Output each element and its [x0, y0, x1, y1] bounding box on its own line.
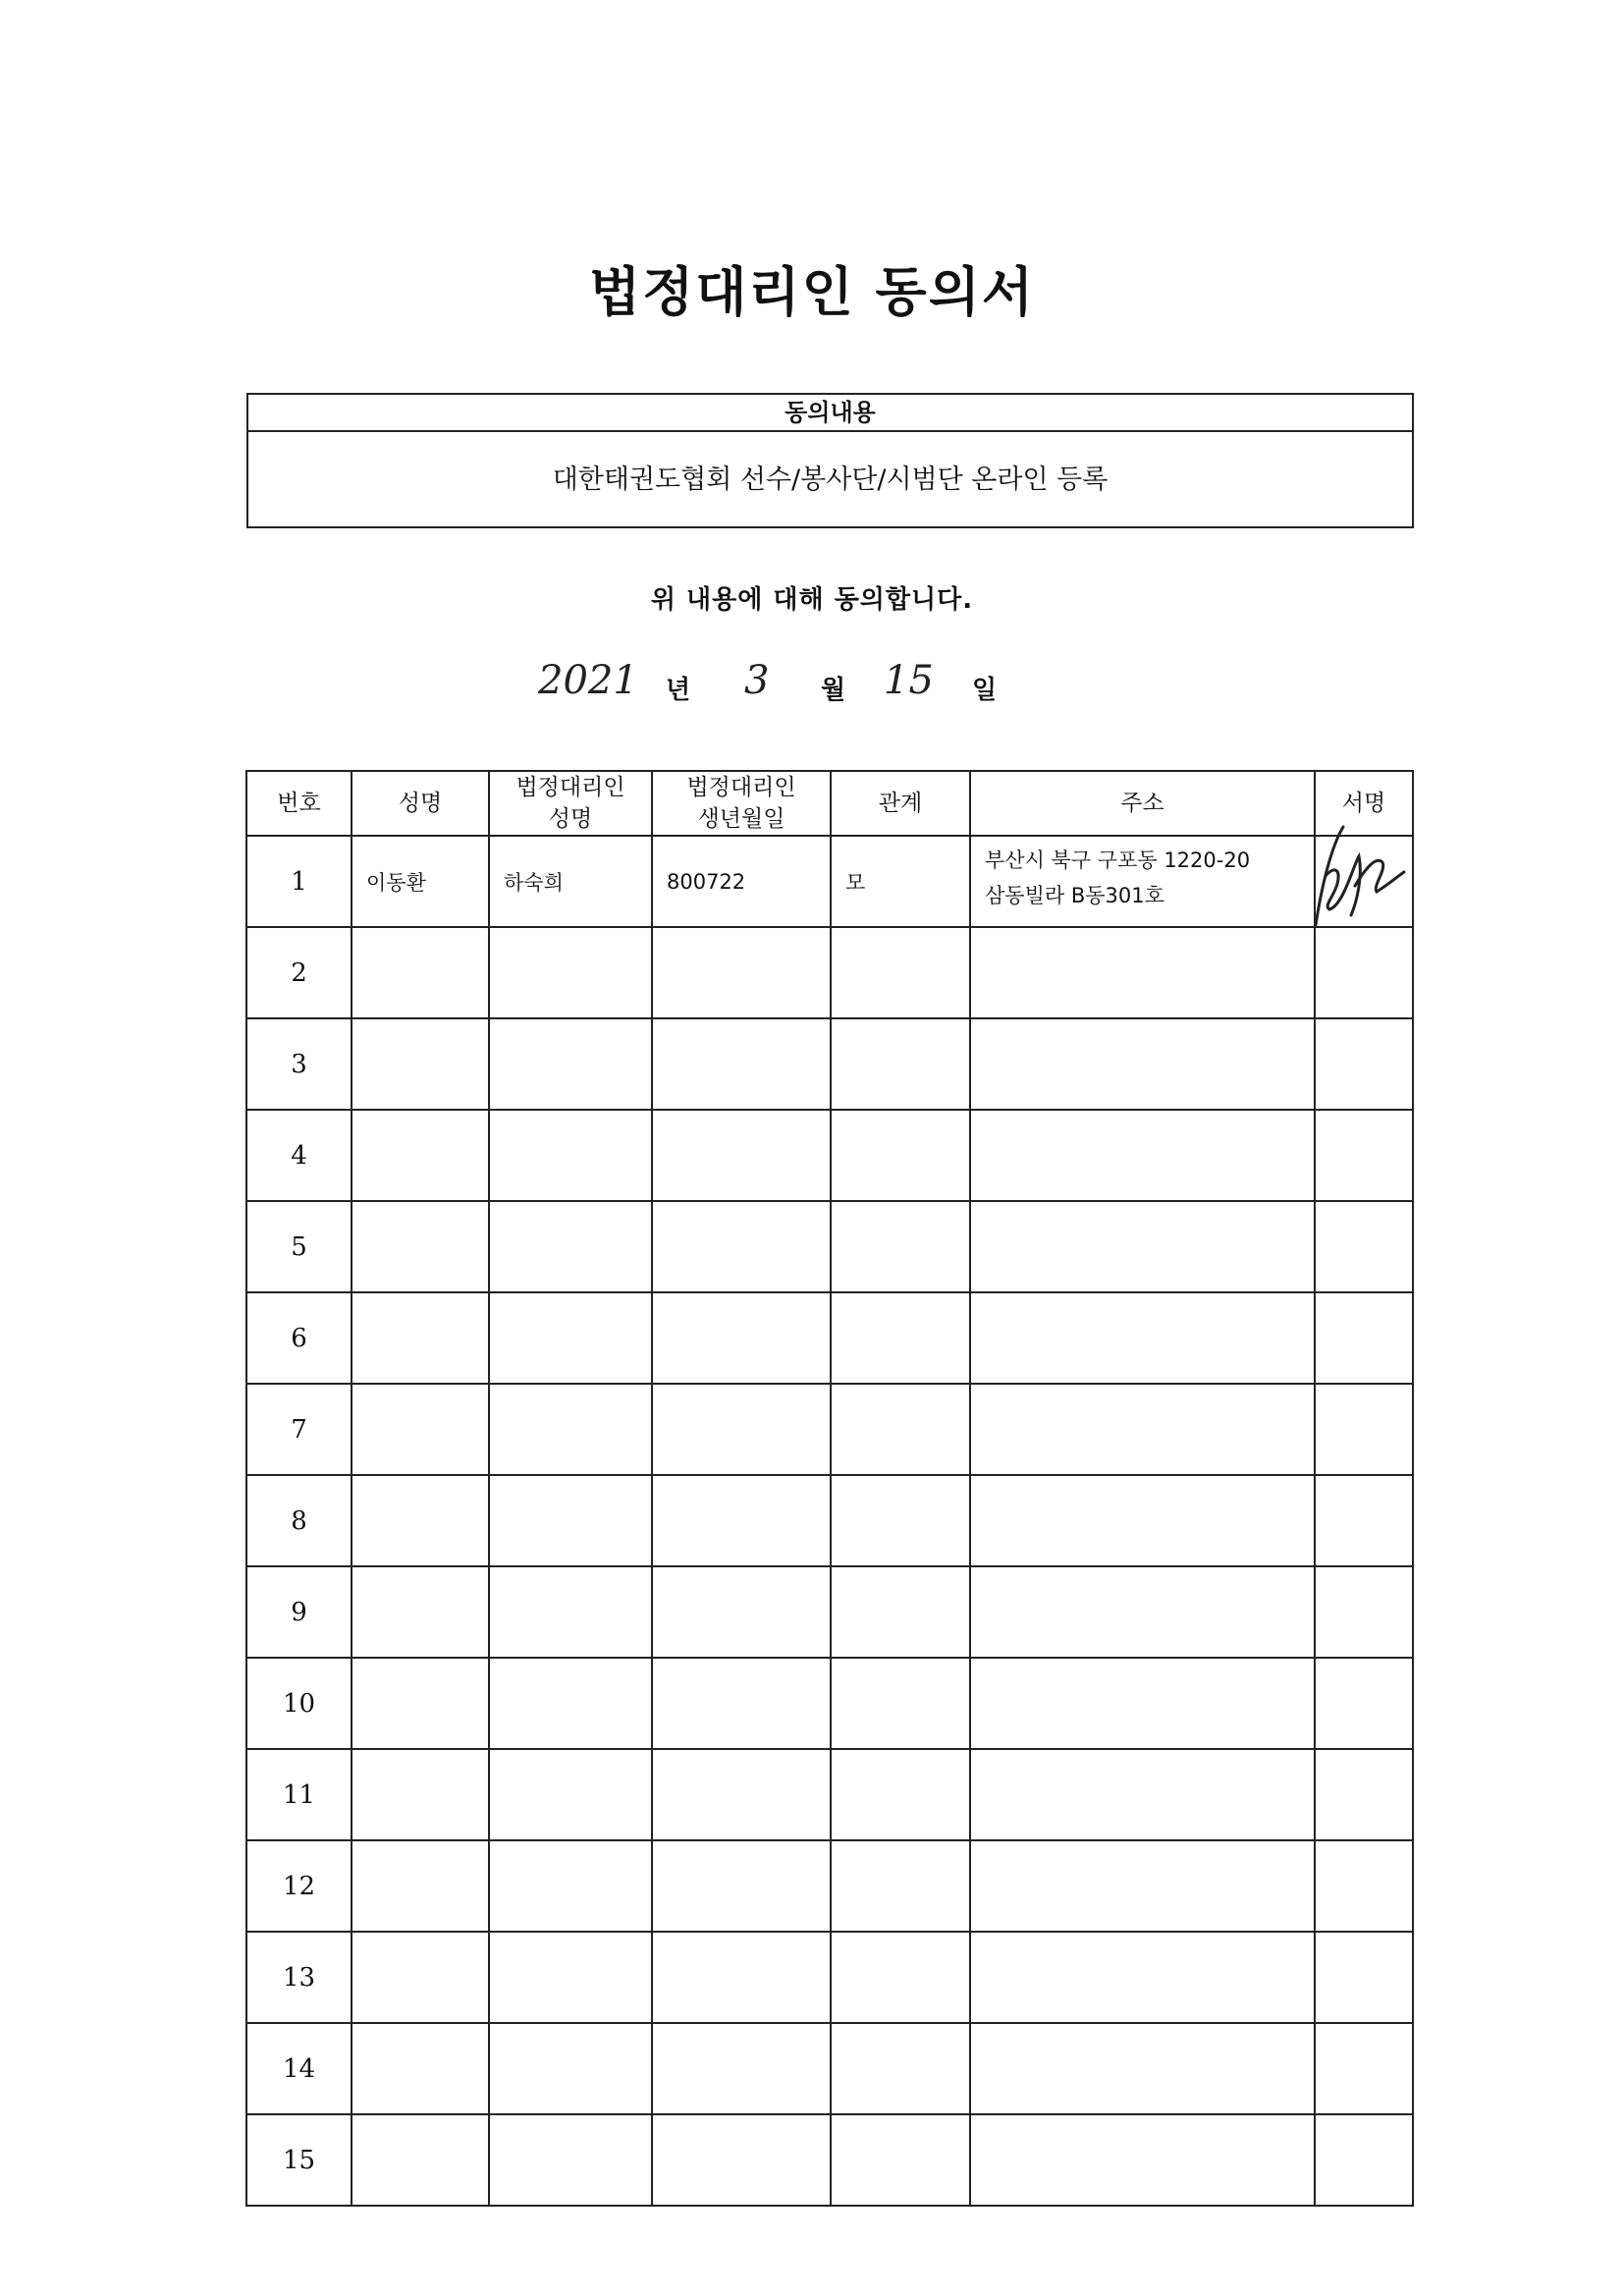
cell-guardian-birth	[652, 1475, 831, 1566]
cell-address	[970, 927, 1315, 1018]
cell-guardian-birth	[652, 2114, 831, 2206]
cell-no: 15	[246, 2114, 352, 2206]
cell-guardian-birth	[652, 1658, 831, 1749]
cell-signature	[1315, 2023, 1413, 2114]
cell-relation	[831, 1840, 970, 1932]
cell-signature	[1315, 1201, 1413, 1292]
table-body	[246, 836, 1413, 2206]
cell-name	[352, 1658, 489, 1749]
table-row	[246, 2023, 1413, 2114]
cell-no: 10	[246, 1658, 352, 1749]
cell-no: 7	[246, 1384, 352, 1475]
cell-signature	[1315, 1566, 1413, 1658]
cell-name	[352, 1384, 489, 1475]
cell-name	[352, 2023, 489, 2114]
cell-guardian-birth	[652, 927, 831, 1018]
date-year-unit: 년	[666, 676, 691, 705]
table-row	[246, 1566, 1413, 1658]
cell-address	[970, 1292, 1315, 1384]
cell-no: 14	[246, 2023, 352, 2114]
cell-name	[352, 927, 489, 1018]
cell-name	[352, 1110, 489, 1201]
cell-name	[352, 1840, 489, 1932]
table-row	[246, 1932, 1413, 2023]
agree-statement: 위 내용에 대해 동의합니다.	[650, 585, 974, 615]
cell-relation: 모	[831, 836, 970, 927]
cell-guardian-birth	[652, 1201, 831, 1292]
cell-address	[970, 1201, 1315, 1292]
cell-no: 8	[246, 1475, 352, 1566]
cell-guardian-birth	[652, 1110, 831, 1201]
table-row	[246, 836, 1413, 927]
cell-no: 13	[246, 1932, 352, 2023]
cell-name	[352, 1201, 489, 1292]
cell-guardian-name	[489, 1384, 652, 1475]
cell-guardian-name	[489, 1292, 652, 1384]
cell-no: 5	[246, 1201, 352, 1292]
header-guardian-name-line2: 성명	[548, 806, 593, 832]
header-address: 주소	[970, 771, 1315, 836]
cell-relation	[831, 1658, 970, 1749]
document-title: 법정대리인 동의서	[588, 261, 1036, 323]
cell-name	[352, 1292, 489, 1384]
cell-name: 이동환	[352, 836, 489, 927]
cell-no: 12	[246, 1840, 352, 1932]
date-month-unit: 월	[821, 676, 846, 705]
cell-relation	[831, 1566, 970, 1658]
table-row	[246, 1018, 1413, 1110]
cell-name	[352, 1475, 489, 1566]
cell-signature	[1315, 1475, 1413, 1566]
cell-address	[970, 1110, 1315, 1201]
cell-signature	[1315, 2114, 1413, 2206]
table-row	[246, 1840, 1413, 1932]
cell-relation	[831, 1749, 970, 1840]
cell-address	[970, 1475, 1315, 1566]
cell-guardian-birth	[652, 1932, 831, 2023]
cell-relation	[831, 1932, 970, 2023]
header-relation: 관계	[831, 771, 970, 836]
consent-heading: 동의내용	[248, 395, 1412, 432]
cell-signature	[1315, 836, 1413, 927]
cell-address	[970, 836, 1315, 927]
cell-signature	[1315, 927, 1413, 1018]
cell-guardian-name	[489, 1749, 652, 1840]
cell-guardian-name	[489, 1110, 652, 1201]
cell-no: 1	[246, 836, 352, 927]
cell-guardian-birth	[652, 1384, 831, 1475]
cell-guardian-birth	[652, 1749, 831, 1840]
date-day-unit: 일	[972, 676, 998, 705]
table-row	[246, 1110, 1413, 1201]
cell-relation	[831, 1018, 970, 1110]
cell-signature	[1315, 1749, 1413, 1840]
cell-signature	[1315, 1932, 1413, 2023]
cell-signature	[1315, 1110, 1413, 1201]
cell-address	[970, 1566, 1315, 1658]
cell-relation	[831, 2023, 970, 2114]
cell-name	[352, 1932, 489, 2023]
header-guardian-birth	[652, 771, 831, 836]
table-row	[246, 1658, 1413, 1749]
header-guardian-name-line1: 법정대리인	[515, 775, 625, 800]
cell-relation	[831, 1292, 970, 1384]
consent-content-box	[246, 393, 1414, 528]
cell-guardian-name: 하숙희	[489, 836, 652, 927]
cell-relation	[831, 1201, 970, 1292]
header-no: 번호	[246, 771, 352, 836]
table-row	[246, 1475, 1413, 1566]
guardian-table	[245, 770, 1414, 2207]
header-name: 성명	[352, 771, 489, 836]
cell-name	[352, 1566, 489, 1658]
table-header-row	[246, 771, 1413, 836]
cell-guardian-name	[489, 1566, 652, 1658]
cell-relation	[831, 1384, 970, 1475]
address-line-2: 삼동빌라 B동301호	[985, 884, 1164, 907]
date-year-handwritten: 2021	[538, 658, 638, 703]
cell-address	[970, 1384, 1315, 1475]
cell-guardian-name	[489, 1018, 652, 1110]
cell-no: 9	[246, 1566, 352, 1658]
table-row	[246, 1292, 1413, 1384]
cell-signature	[1315, 1292, 1413, 1384]
cell-guardian-birth	[652, 1840, 831, 1932]
table-row	[246, 1201, 1413, 1292]
cell-signature	[1315, 1840, 1413, 1932]
date-month-handwritten: 3	[744, 658, 770, 703]
date-day-handwritten: 15	[884, 658, 934, 703]
table-row	[246, 1384, 1413, 1475]
cell-no: 2	[246, 927, 352, 1018]
cell-address	[970, 1840, 1315, 1932]
header-signature: 서명	[1315, 771, 1413, 836]
cell-guardian-birth	[652, 1018, 831, 1110]
consent-body: 대한태권도협회 선수/봉사단/시범단 온라인 등록	[552, 465, 1109, 495]
cell-guardian-birth	[652, 2023, 831, 2114]
cell-relation	[831, 2114, 970, 2206]
cell-guardian-name	[489, 1201, 652, 1292]
handwritten-signature-icon	[1304, 807, 1412, 945]
cell-signature	[1315, 1018, 1413, 1110]
cell-guardian-birth	[652, 1292, 831, 1384]
cell-address	[970, 1749, 1315, 1840]
table-row	[246, 1749, 1413, 1840]
cell-address	[970, 1018, 1315, 1110]
cell-guardian-birth	[652, 1566, 831, 1658]
cell-no: 3	[246, 1018, 352, 1110]
header-guardian-name	[489, 771, 652, 836]
cell-no: 11	[246, 1749, 352, 1840]
cell-address	[970, 1658, 1315, 1749]
cell-name	[352, 2114, 489, 2206]
cell-address	[970, 2023, 1315, 2114]
cell-signature	[1315, 1384, 1413, 1475]
cell-guardian-name	[489, 1475, 652, 1566]
cell-guardian-name	[489, 1840, 652, 1932]
cell-relation	[831, 927, 970, 1018]
cell-address	[970, 2114, 1315, 2206]
cell-name	[352, 1749, 489, 1840]
cell-guardian-name	[489, 1932, 652, 2023]
cell-relation	[831, 1475, 970, 1566]
address-line-1: 부산시 북구 구포동 1220-20	[985, 848, 1251, 872]
table-row	[246, 927, 1413, 1018]
cell-relation	[831, 1110, 970, 1201]
cell-no: 6	[246, 1292, 352, 1384]
header-guardian-birth-line2: 생년월일	[697, 806, 785, 832]
cell-guardian-name	[489, 927, 652, 1018]
cell-name	[352, 1018, 489, 1110]
cell-signature	[1315, 1658, 1413, 1749]
cell-guardian-name	[489, 1658, 652, 1749]
cell-guardian-name	[489, 2023, 652, 2114]
header-guardian-birth-line1: 법정대리인	[686, 775, 796, 800]
cell-no: 4	[246, 1110, 352, 1201]
cell-address	[970, 1932, 1315, 2023]
table-row	[246, 2114, 1413, 2206]
cell-guardian-name	[489, 2114, 652, 2206]
cell-guardian-birth: 800722	[652, 836, 831, 927]
